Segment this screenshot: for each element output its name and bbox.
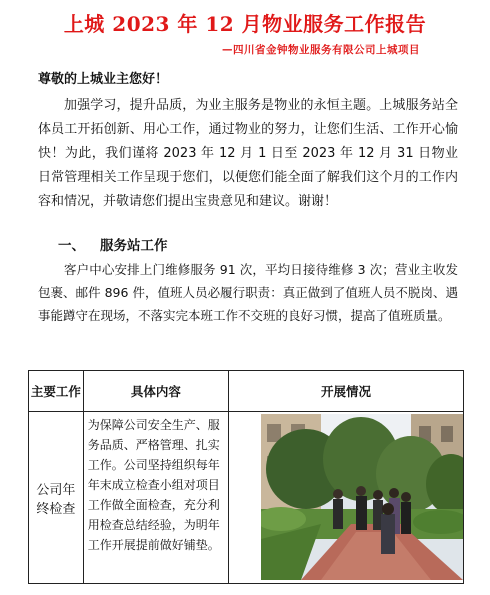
section-title: 服务站工作 — [100, 238, 168, 254]
work-table — [28, 370, 464, 584]
inspection-photo — [261, 414, 463, 580]
table-header-category: 主要工作 — [29, 371, 84, 412]
report-title: 上城 2023 年 12 月物业服务工作报告 — [63, 12, 427, 36]
report-subtitle: —四川省金钟物业服务有限公司上城项目 — [222, 44, 420, 56]
inspection-photo-image — [261, 414, 463, 580]
table-row — [29, 412, 464, 584]
table-header-row — [29, 371, 464, 412]
section-number: 一、 — [58, 238, 85, 254]
section-body: 客户中心安排上门维修服务 91 次，平均日接待维修 3 次；营业主收发包裹、邮件 896 件，值班人员必履行职责：真正做到了值班人员不脱岗、遇事能蹲守在现场，不落实完本班工作不交班的良好习惯，提高了值班质量。 — [38, 262, 458, 323]
table-cell-category: 公司年终检查 — [29, 412, 84, 584]
table-header-detail: 具体内容 — [83, 371, 228, 412]
table-header-status: 开展情况 — [229, 371, 464, 412]
intro-paragraph: 加强学习，提升品质，为业主服务是物业的永恒主题。上城服务站全体员工开拓创新、用心工作，通过物业的努力，让您们生活、工作开心愉快！为此，我们谨将 2023 年 12 月 1 日至 2023 年 12 月 31 日物业日常管理相关工作呈现于您们，以便您们能全面了解我们这个月的工作内容和情况，并敬请您们提出宝贵意见和建议。谢谢！ — [38, 98, 458, 209]
table-cell-detail: 为保障公司安全生产、服务品质、严格管理、扎实工作。公司坚持组织每年年末成立检查小组对项目工作做全面检查，充分利用检查总结经验，为明年工作开展提前做好铺垫。 — [83, 412, 228, 584]
table-cell-photo — [229, 412, 464, 584]
greeting: 尊敬的上城业主您好！ — [38, 72, 169, 87]
section-heading — [58, 234, 168, 254]
